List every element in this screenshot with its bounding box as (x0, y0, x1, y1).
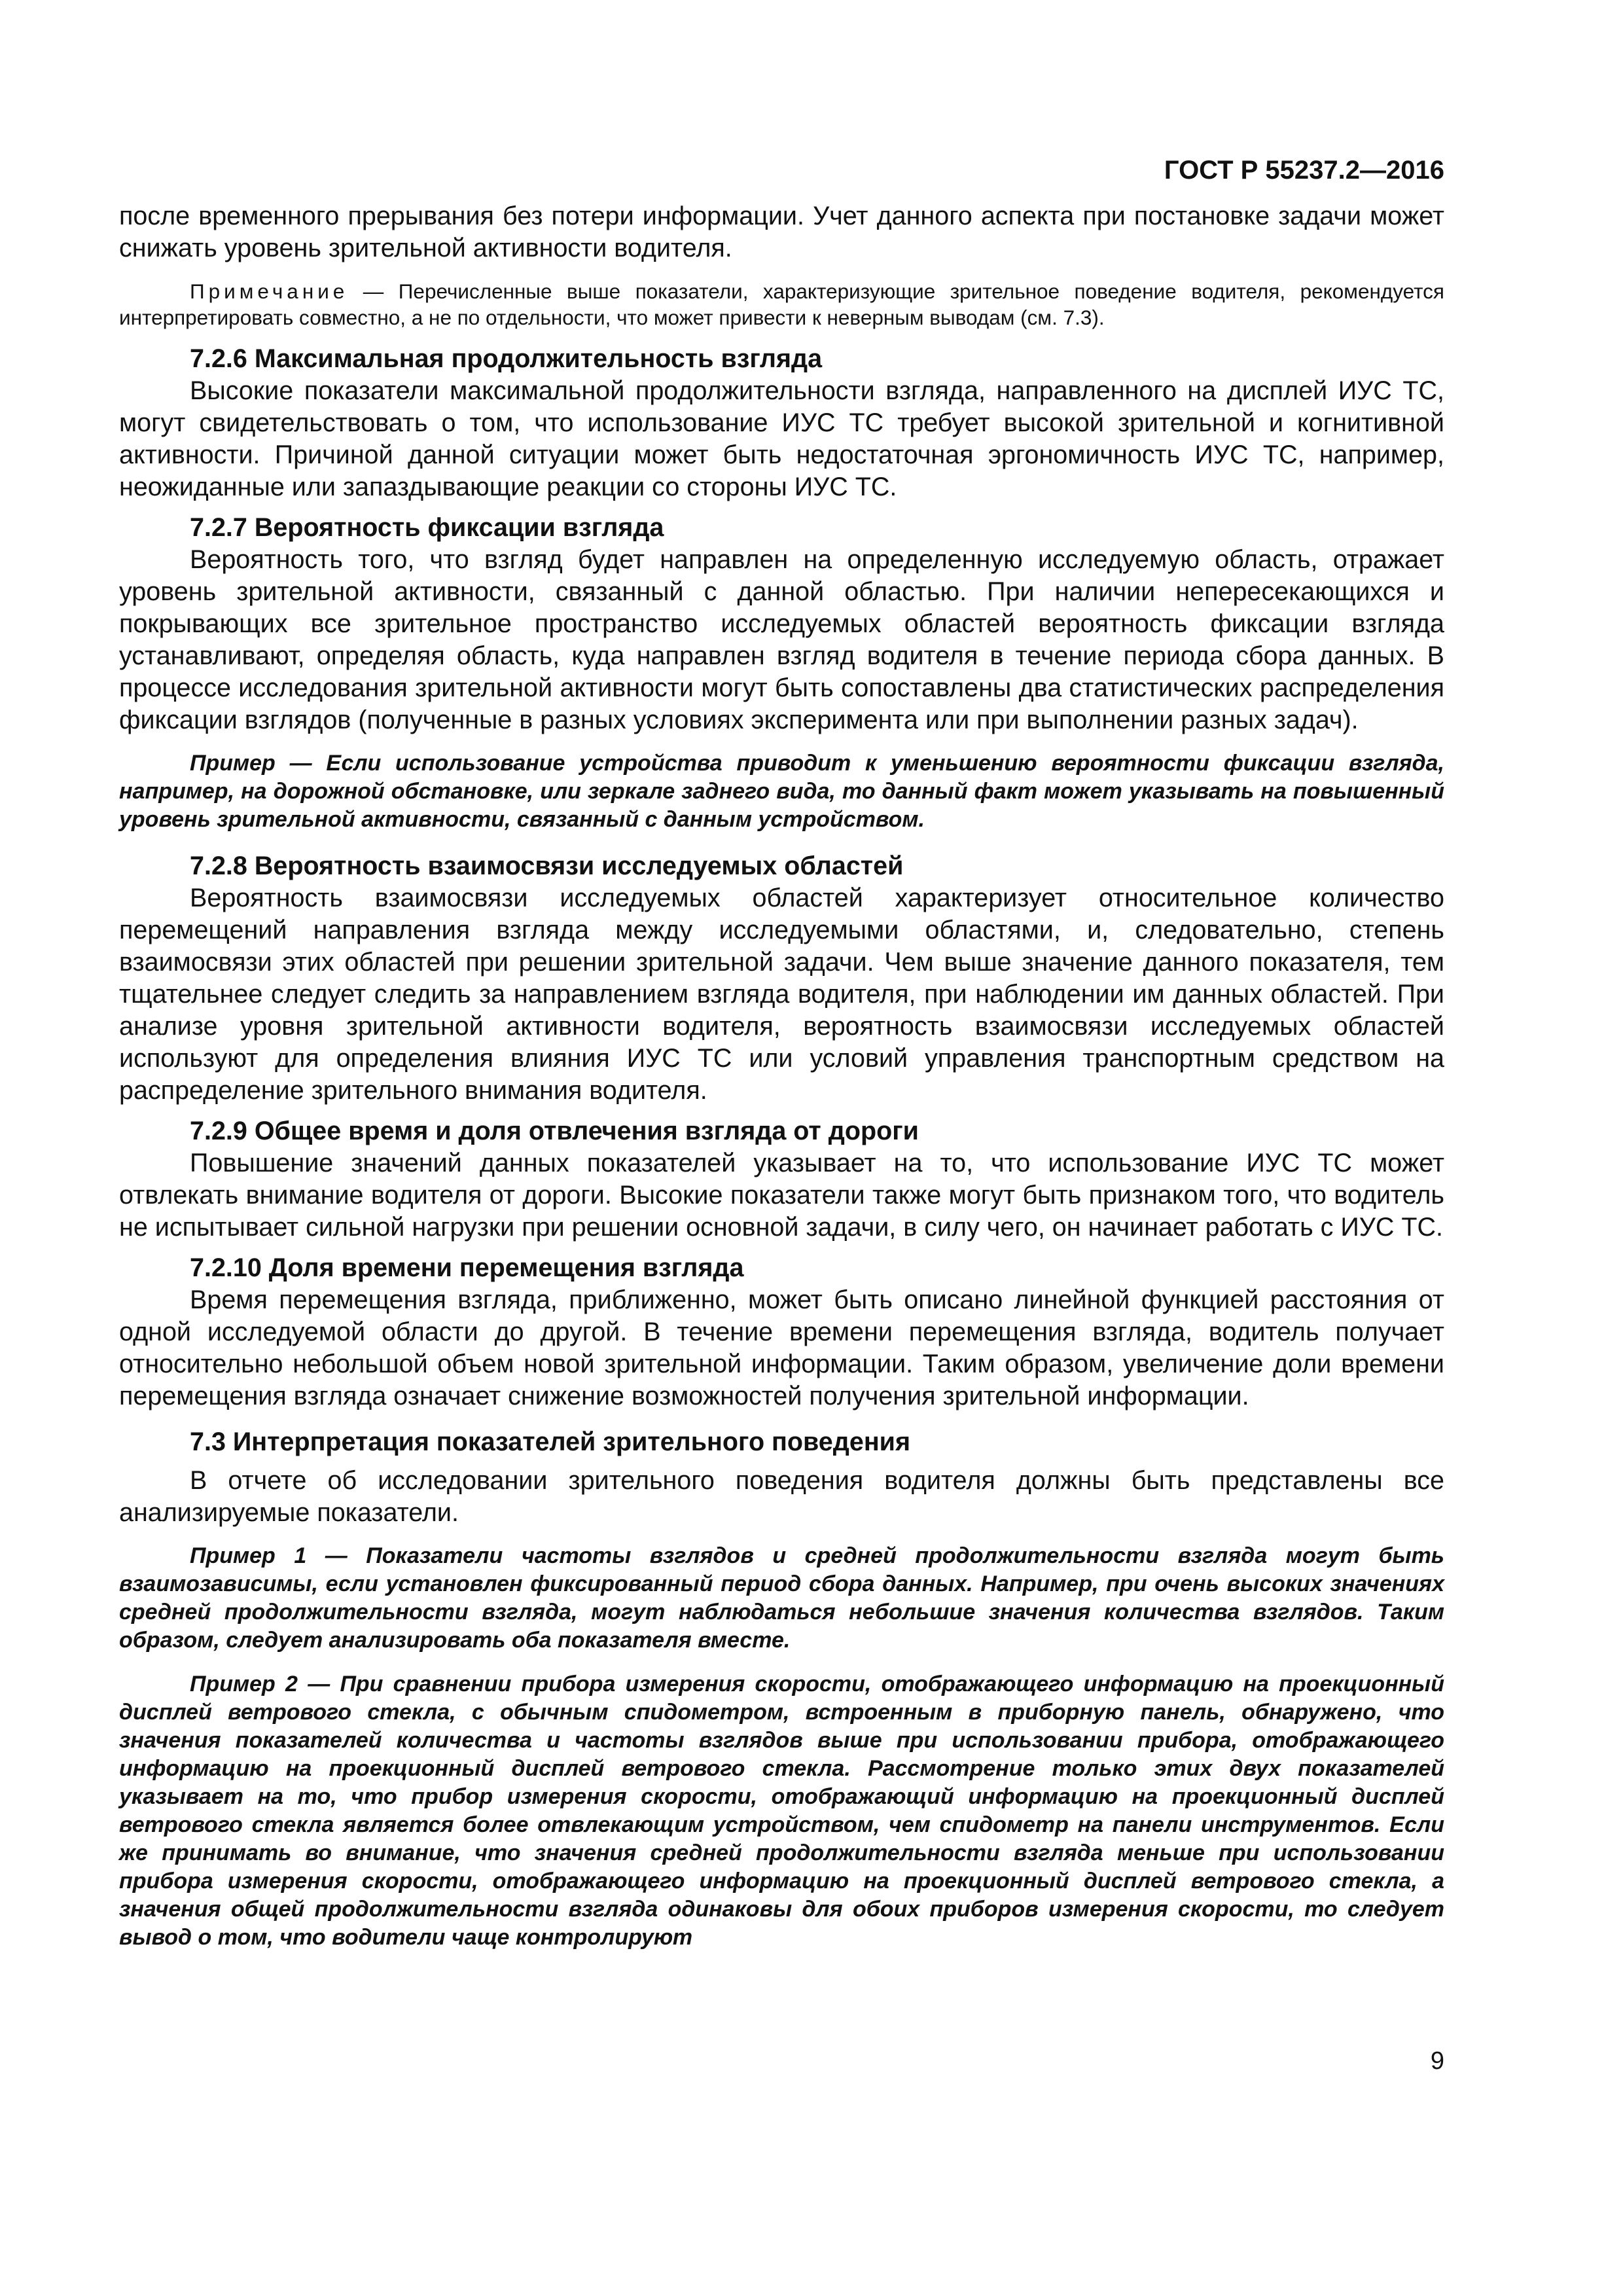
example-1-7-3: Пример 1 — Показатели частоты взглядов и средней продолжительности взгляда могут быть взаимозависимы, если установлен фиксированный период сбора данных. Например, при очень высоких значениях средней продолжительности взгляда, могут наблюдаться небольшие значения количества взглядов. Таким образом, следует анализировать оба показателя вместе. (119, 1543, 1444, 1653)
paragraph-7-3: В отчете об исследовании зрительного поведения водителя должны быть представлены все анализируемые показатели. (119, 1466, 1444, 1527)
paragraph-7-2-6: Высокие показатели максимальной продолжительности взгляда, направленного на дисплей ИУС ТС, могут свидетельствовать о том, что использование ИУС ТС требует высокой зрительной и когнитивной активности. Причиной данной ситуации может быть недостаточная эргономичность ИУС ТС, например, неожиданные или запаздывающие реакции со стороны ИУС ТС. (119, 376, 1444, 501)
paragraph-7-2-8: Вероятность взаимосвязи исследуемых областей характеризует относительное количество перемещений направления взгляда между исследуемыми областями, и, следовательно, степень взаимосвязи этих областей при решении зрительной задачи. Чем выше значение данного показателя, тем тщательнее следует следить за направлением взгляда водителя, при наблюдении им данных областей. При анализе уровня зрительной активности водителя, вероятность взаимосвязи исследуемых областей используют для определения влияния ИУС ТС или условий управления транспортным средством на распределение зрительного внимания водителя. (119, 884, 1444, 1105)
section-heading-7-2-7: 7.2.7 Вероятность фиксации взгляда (190, 513, 664, 542)
intro-paragraph: после временного прерывания без потери информации. Учет данного аспекта при постановке задачи может снижать уровень зрительной активности водителя. (119, 202, 1444, 262)
section-heading-7-2-10: 7.2.10 Доля времени перемещения взгляда (190, 1253, 744, 1282)
document-page (119, 154, 1444, 2249)
paragraph-7-2-9: Повышение значений данных показателей указывает на то, что использование ИУС ТС может отвлекать внимание водителя от дороги. Высокие показатели также могут быть признаком того, что водитель не испытывает сильной нагрузки при решении основной задачи, в силу чего, он начинает работать с ИУС ТС. (119, 1149, 1444, 1242)
section-heading-7-2-9: 7.2.9 Общее время и доля отвлечения взгляда от дороги (190, 1117, 919, 1145)
section-heading-7-2-8: 7.2.8 Вероятность взаимосвязи исследуемых областей (190, 852, 904, 880)
page-number: 9 (1430, 2047, 1444, 2075)
paragraph-7-2-10: Время перемещения взгляда, приближенно, может быть описано линейной функцией расстояния от одной исследуемой области до другой. В течение времени перемещения взгляда, водитель получает относительно небольшой объем новой зрительной информации. Таким образом, увеличение доли времени перемещения взгляда означает снижение возможностей получения зрительной информации. (119, 1285, 1444, 1410)
section-heading-7-3: 7.3 Интерпретация показателей зрительного поведения (190, 1427, 911, 1456)
note-paragraph (119, 278, 1444, 331)
note-label: Примечание (190, 279, 349, 303)
paragraph-7-2-7: Вероятность того, что взгляд будет направлен на определенную исследуемую область, отражает уровень зрительной активности, связанный с данной областью. При наличии непересекающихся и покрывающих все зрительное пространство исследуемых областей вероятность фиксации взгляда устанавливают, определяя область, куда направлен взгляд водителя в течение периода сбора данных. В процессе исследования зрительной активности могут быть сопоставлены два статистических распределения фиксации взглядов (полученные в разных условиях эксперимента или при выполнении разных задач). (119, 545, 1444, 734)
note-text: — Перечисленные выше показатели, характеризующие зрительное поведение водителя, рекомендуется интерпретировать совместно, а не по отдельности, что может привести к неверным выводам (см. 7.3). (119, 279, 1444, 329)
section-heading-7-2-6: 7.2.6 Максимальная продолжительность взгляда (190, 344, 823, 373)
standard-number: ГОСТ Р 55237.2—2016 (1164, 156, 1444, 185)
example-7-2-7: Пример — Если использование устройства приводит к уменьшению вероятности фиксации взгляда, например, на дорожной обстановке, или зеркале заднего вида, то данный факт может указывать на повышенный уровень зрительной активности, связанный с данным устройством. (119, 751, 1444, 832)
example-2-7-3: Пример 2 — При сравнении прибора измерения скорости, отображающего информацию на проекционный дисплей ветрового стекла, с обычным спидометром, встроенным в приборную панель, обнаружено, что значения показателей количества и частоты взглядов выше при использовании прибора, отображающего информацию на проекционный дисплей ветрового стекла. Рассмотрение только этих двух показателей указывает на то, что прибор измерения скорости, отображающий информацию на проекционный дисплей ветрового стекла является более отвлекающим устройством, чем спидометр на панели инструментов. Если же принимать во внимание, что значения средней продолжительности взгляда меньше при использовании прибора измерения скорости, отображающего информацию на проекционный дисплей ветрового стекла, а значения общей продолжительности взгляда одинаковы для обоих приборов измерения скорости, то следует вывод о том, что водители чаще контролируют (119, 1672, 1444, 1950)
